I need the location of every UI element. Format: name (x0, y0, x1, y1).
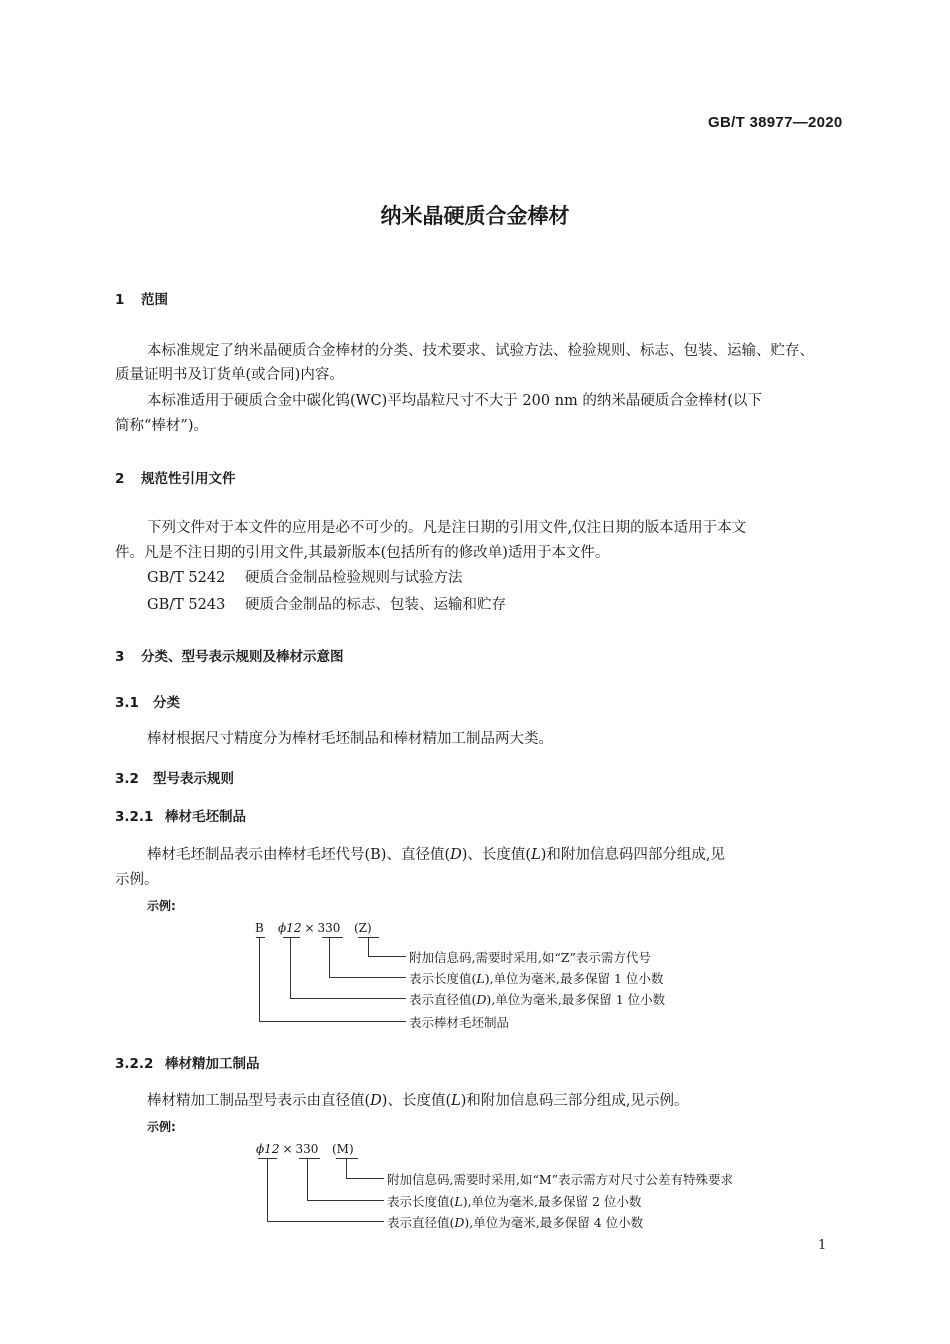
reference-title: 硬质合金制品检验规则与试验方法 (245, 570, 463, 586)
paragraph-line: 简称“棒材”)。 (115, 418, 208, 434)
section-number: 3.2.1 (115, 809, 154, 825)
standard-code: GB/T 38977—2020 (708, 114, 843, 131)
leader-line (329, 977, 406, 978)
paragraph-line: 棒材毛坯制品表示由棒材毛坯代号(B)、直径值(D)、长度值(L)和附加信息码四部分组成,见 (147, 847, 725, 863)
reference-item (147, 566, 463, 587)
paragraph-line: 示例。 (115, 872, 159, 888)
bracket-line (322, 937, 343, 938)
leader-line (290, 998, 406, 999)
section-number: 2 (115, 471, 125, 487)
code-diameter (278, 921, 340, 935)
section-title: 棒材精加工制品 (165, 1056, 260, 1072)
phi-symbol: ϕ12 (278, 921, 302, 935)
reference-title: 硬质合金制品的标志、包装、运输和贮存 (245, 597, 506, 613)
subsection-3-2-1-heading (115, 805, 246, 825)
paragraph-line: 棒材根据尺寸精度分为棒材毛坯制品和棒材精加工制品两大类。 (147, 731, 553, 747)
section-title: 规范性引用文件 (141, 471, 236, 487)
code-diameter (256, 1142, 318, 1156)
paragraph-line: 下列文件对于本文件的应用是必不可少的。凡是注日期的引用文件,仅注日期的版本适用于本文 (147, 520, 747, 536)
reference-code: GB/T 5242 (147, 570, 226, 586)
paragraph-line: 件。凡是不注日期的引用文件,其最新版本(包括所有的修改单)适用于本文件。 (115, 545, 610, 561)
example-label: 示例: (147, 899, 176, 913)
bracket-line (267, 1158, 268, 1221)
section-title: 分类 (153, 695, 180, 711)
code-length: 330 (317, 921, 341, 935)
leader-line (259, 1021, 406, 1022)
example-label: 示例: (147, 1120, 176, 1134)
annotation-text: 表示棒材毛坯制品 (409, 1015, 510, 1030)
section-title: 分类、型号表示规则及棒材示意图 (141, 649, 344, 665)
bracket-line (307, 1158, 308, 1200)
leader-line (267, 1221, 384, 1222)
bracket-line (259, 937, 260, 1021)
section-1-heading (115, 288, 168, 308)
code-suffix: (M) (332, 1142, 354, 1156)
section-number: 1 (115, 292, 125, 308)
bracket-line (368, 937, 369, 956)
bracket-line (283, 937, 300, 938)
section-number: 3.1 (115, 695, 139, 711)
bracket-line (290, 937, 291, 998)
paragraph-line: 本标准规定了纳米晶硬质合金棒材的分类、技术要求、试验方法、检验规则、标志、包装、运输、贮存、 (147, 343, 814, 359)
paragraph-line: 棒材精加工制品型号表示由直径值(D)、长度值(L)和附加信息码三部分组成,见示例。 (147, 1093, 689, 1109)
section-number: 3 (115, 649, 125, 665)
bracket-line (256, 937, 265, 938)
section-3-heading (115, 645, 344, 665)
document-title: 纳米晶硬质合金棒材 (380, 204, 570, 228)
section-number: 3.2.2 (115, 1056, 154, 1072)
annotation-text: 表示长度值(L),单位为毫米,最多保留 2 位小数 (387, 1194, 642, 1209)
section-title: 范围 (141, 292, 168, 308)
times-sign: × (304, 921, 315, 935)
annotation-text: 附加信息码,需要时采用,如“Z”表示需方代号 (409, 950, 651, 965)
section-2-heading (115, 467, 236, 487)
paragraph-line: 本标准适用于硬质合金中碳化钨(WC)平均晶粒尺寸不大于 200 nm 的纳米晶硬质合金棒材(以下 (147, 393, 763, 409)
subsection-3-2-2-heading (115, 1052, 260, 1072)
section-title: 型号表示规则 (153, 771, 234, 787)
leader-line (368, 956, 406, 957)
bracket-line (346, 1158, 347, 1178)
annotation-text: 表示长度值(L),单位为毫米,最多保留 1 位小数 (409, 971, 664, 986)
code-suffix: (Z) (354, 921, 372, 935)
code-length: 330 (295, 1142, 319, 1156)
leader-line (307, 1200, 384, 1201)
bracket-line (329, 937, 330, 977)
leader-line (346, 1178, 384, 1179)
phi-symbol: ϕ12 (256, 1142, 280, 1156)
annotation-text: 表示直径值(D),单位为毫米,最多保留 1 位小数 (409, 992, 666, 1007)
annotation-text: 表示直径值(D),单位为毫米,最多保留 4 位小数 (387, 1215, 644, 1230)
reference-code: GB/T 5243 (147, 597, 226, 613)
page-number: 1 (818, 1238, 827, 1253)
annotation-text: 附加信息码,需要时采用,如“M”表示需方对尺寸公差有特殊要求 (387, 1172, 734, 1187)
section-title: 棒材毛坯制品 (165, 809, 246, 825)
subsection-3-1-heading (115, 691, 180, 711)
code-letter: B (255, 921, 264, 935)
section-number: 3.2 (115, 771, 139, 787)
bracket-line (336, 1158, 358, 1159)
paragraph-line: 质量证明书及订货单(或合同)内容。 (115, 367, 344, 383)
bracket-line (299, 1158, 320, 1159)
reference-item (147, 593, 506, 614)
subsection-3-2-heading (115, 767, 234, 787)
times-sign: × (282, 1142, 293, 1156)
